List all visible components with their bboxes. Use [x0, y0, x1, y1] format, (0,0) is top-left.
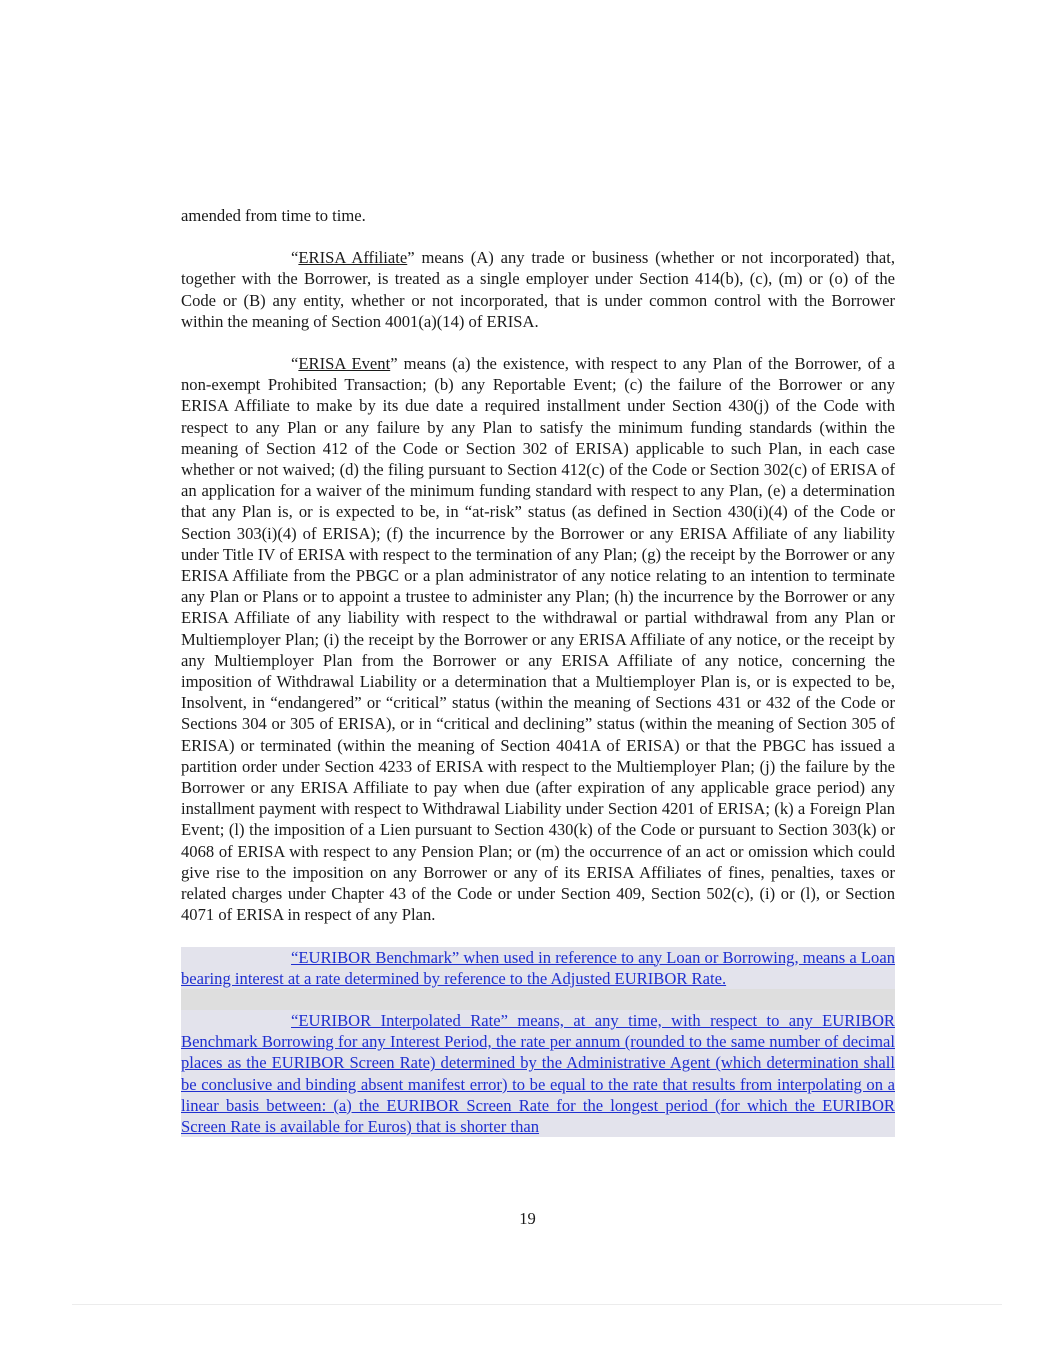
inserted-definitions-block — [181, 947, 895, 1138]
open-quote: “ — [291, 354, 299, 374]
definition-euribor-interpolated-rate — [181, 1010, 895, 1137]
inserted-definition-text: “EURIBOR Benchmark” when used in reference to any Loan or Borrowing, means a Loan bearing interest at a rate determined by reference to the Adjusted EURIBOR Rate. — [181, 947, 895, 988]
paragraph-text: amended from time to time. — [181, 206, 366, 225]
defined-term: ERISA Affiliate — [298, 248, 408, 268]
definition-erisa-event — [181, 353, 895, 925]
definition-erisa-affiliate — [181, 247, 895, 332]
paragraph-continuation — [181, 205, 895, 226]
page-divider — [72, 1304, 1002, 1305]
definition-text: ” means (A) any trade or business (whether or not incorporated) that, together with the Borrower, is treated as a single employer under Section 414(b), (c), (m) or (o) of the Code or (B) any entity, whether or not incorporated, that is under common control with the Borrower within the meaning of Section 4001(a)(14) of ERISA. — [181, 248, 895, 331]
defined-term: ERISA Event — [298, 354, 391, 374]
open-quote: “ — [291, 248, 299, 268]
highlight-band — [181, 989, 895, 1010]
paragraph-gap — [181, 226, 895, 247]
definition-euribor-benchmark — [181, 947, 895, 989]
inserted-definition-text: “EURIBOR Interpolated Rate” means, at any time, with respect to any EURIBOR Benchmark Borrowing for any Interest Period, the rate per annum (rounded to the same number of decimal places as the EURIBOR Screen Rate) determined by the Administrative Agent (which determination shall be conclusive and binding absent manifest error) to be equal to the rate that results from interpolating on a linear basis between: (a) the EURIBOR Screen Rate for the longest period (for which the EURIBOR Screen Rate is available for Euros) that is shorter than — [181, 1010, 895, 1136]
definition-text: ” means (a) the existence, with respect to any Plan of the Borrower, of a non-exempt Prohibited Transaction; (b) any Reportable Event; (c) the failure of the Borrower or any ERISA Affiliate to make by its due date a required installment under Section 430(j) of the Code with respect to any Plan or any failure by any Plan to satisfy the minimum funding standards (within the meaning of Section 412 of the Code or Section 302 of ERISA) applicable to such Plan, in each case whether or not waived; (d) the filing pursuant to Section 412(c) of the Code or Section 302(c) of ERISA of an application for a waiver of the minimum funding standard with respect to any Plan, (e) a determination that any Plan is, or is expected to be, in “at-risk” status (as defined in Section 430(i)(4) of the Code or Section 303(i)(4) of ERISA); (f) the incurrence by the Borrower or any ERISA Affiliate of any liability under Title IV of ERISA with respect to the termination of any Plan; (g) the receipt by the Borrower or any ERISA Affiliate from the PBGC or a plan administrator of any notice relating to an intention to terminate any Plan or Plans or to appoint a trustee to administer any Plan; (h) the incurrence by the Borrower or any ERISA Affiliate of any liability with respect to the withdrawal or partial withdrawal from any Plan or Multiemployer Plan; (i) the receipt by the Borrower or any ERISA Affiliate of any notice, or the receipt by any Multiemployer Plan from the Borrower or any ERISA Affiliate of any notice, concerning the imposition of Withdrawal Liability or a determination that a Multiemployer Plan is, or is expected to be, Insolvent, in “endangered” or “critical” status (within the meaning of Sections 431 or 432 of the Code or Sections 304 or 305 of ERISA), or in “critical and declining” status (within the meaning of Section 305 of ERISA) or terminated (within the meaning of Section 4041A of ERISA) or that the PBGC has issued a partition order under Section 4233 of ERISA with respect to the Multiemployer Plan; (j) the failure by the Borrower or any ERISA Affiliate to pay when due (after expiration of any applicable grace period) any installment payment with respect to Withdrawal Liability under Section 4201 of ERISA; (k) a Foreign Plan Event; (l) the imposition of a Lien pursuant to Section 430(k) of the Code or pursuant to Section 303(k) or 4068 of ERISA with respect to any Pension Plan; or (m) the occurrence of an act or omission which could give rise to the imposition on any Borrower or any of its ERISA Affiliates of fines, penalties, taxes or related charges under Chapter 43 of the Code or under Section 409, Section 502(c), (i) or (l), or Section 4071 of ERISA in respect of any Plan. — [181, 354, 895, 925]
paragraph-gap — [181, 332, 895, 353]
document-page — [181, 205, 895, 1137]
paragraph-gap — [181, 926, 895, 947]
page-number: 19 — [519, 1209, 536, 1228]
